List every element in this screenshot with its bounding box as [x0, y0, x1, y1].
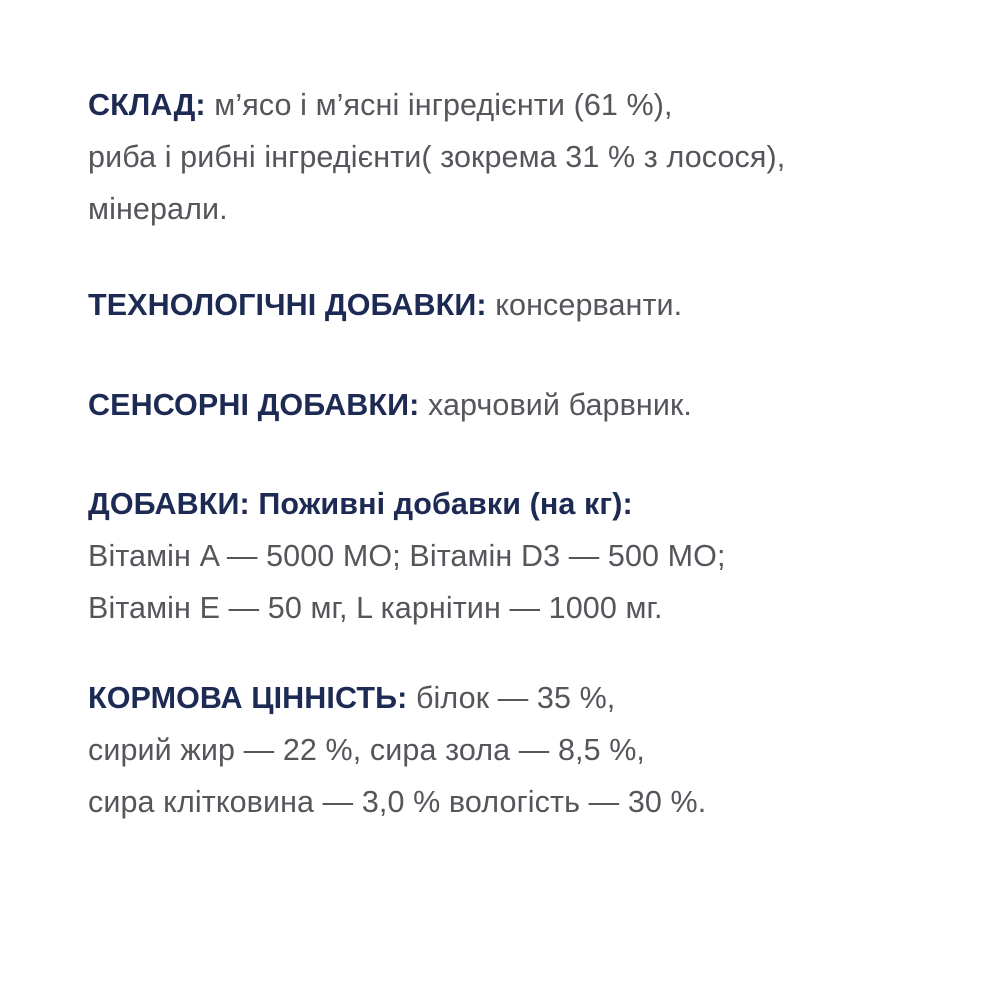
composition-line-1 [88, 79, 785, 131]
nutritional-value-label: КОРМОВА ЦІННІСТЬ: [88, 681, 408, 715]
composition-section [88, 79, 785, 235]
composition-label: СКЛАД: [88, 88, 206, 122]
additives-line-3: Вітамін E — 50 мг, L карнітин — 1000 мг. [88, 591, 663, 625]
sensory-additives-line [88, 379, 692, 431]
technological-additives-section [88, 279, 682, 331]
additives-label: ДОБАВКИ: [88, 487, 250, 521]
additives-section [88, 478, 726, 634]
sensory-additives-section [88, 379, 692, 431]
composition-text-1: м’ясо і м’ясні інгредієнти (61 %), [205, 88, 673, 122]
composition-line-2: риба і рибні інгредієнти( зокрема 31 % з лосося), [88, 140, 786, 174]
sensory-additives-label: СЕНСОРНІ ДОБАВКИ: [88, 388, 420, 422]
technological-additives-value: консерванти. [486, 288, 683, 322]
nutritional-value-line-2: сирий жир — 22 %, сира зола — 8,5 %, [88, 733, 646, 767]
additives-line-2: Вітамін A — 5000 МО; Вітамін D3 — 500 МО; [88, 539, 726, 573]
composition-line-3: мінерали. [88, 192, 228, 226]
nutritional-value-section [88, 672, 706, 828]
additives-subtitle: Поживні добавки (на кг): [249, 487, 633, 521]
nutritional-value-text-1: білок — 35 %, [407, 681, 616, 715]
nutritional-value-line-3: сира клітковина — 3,0 % вологість — 30 %. [88, 785, 707, 819]
sensory-additives-value: харчовий барвник. [419, 388, 693, 422]
technological-additives-label: ТЕХНОЛОГІЧНІ ДОБАВКИ: [88, 288, 487, 322]
technological-additives-line [88, 279, 682, 331]
additives-line-1 [88, 478, 726, 530]
nutritional-value-line-1 [88, 672, 706, 724]
